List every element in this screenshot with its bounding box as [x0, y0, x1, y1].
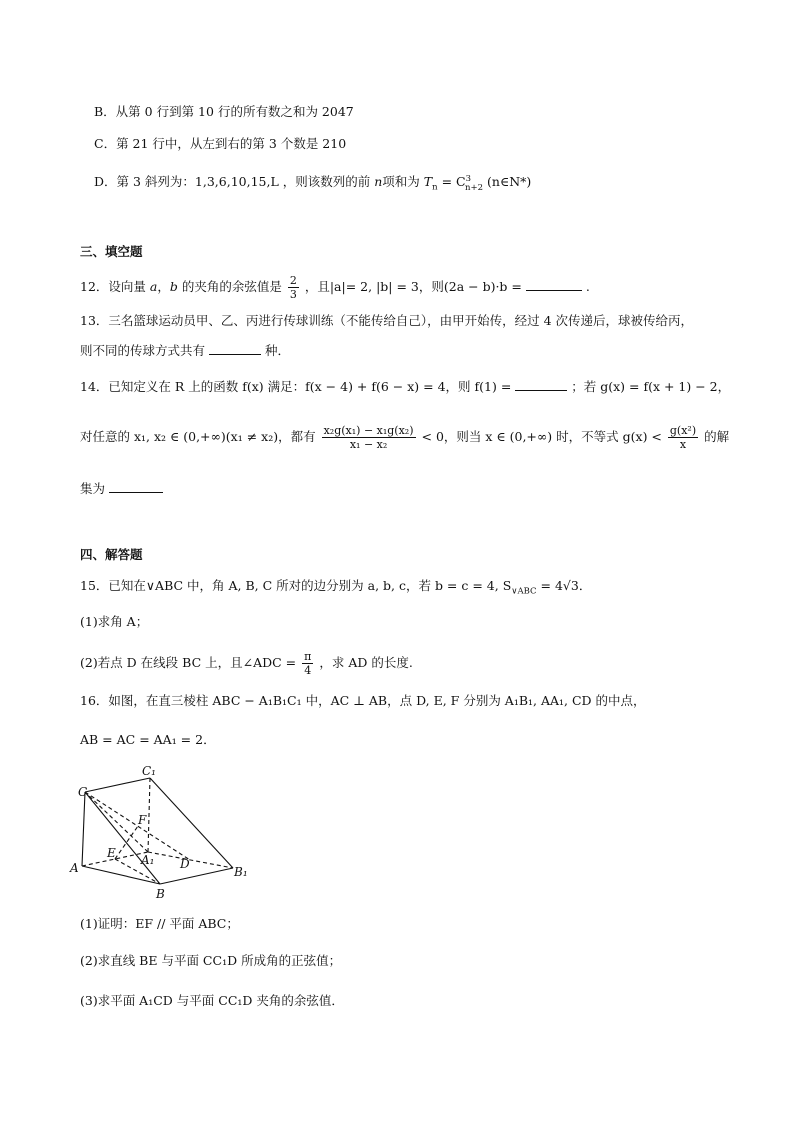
q14-part1: 14．已知定义在 R 上的函数 f(x) 满足：f(x − 4) + f(6 − x) = 4，则 f(1) =: [80, 379, 512, 394]
prism-figure: [68, 762, 258, 902]
q13-part2: 种．: [264, 343, 290, 358]
label-A: A: [70, 861, 79, 875]
question-12: 12．设向量 a，b 的夹角的余弦值是 $\frac{2}{3}$ ，且|a|= 2, |b| = 3，则(2a − b)·b = .: [80, 274, 590, 301]
choice-c: C．第 21 行中，从左到右的第 3 个数是 210: [94, 136, 347, 151]
label-C1: C₁: [142, 764, 156, 778]
section-title-solutions: 四、解答题: [80, 547, 143, 562]
edge-CC1: [85, 778, 150, 792]
question-16-part1: (1)证明：EF // 平面 ABC；: [80, 916, 239, 931]
answer-blank-14b[interactable]: [109, 480, 163, 493]
q14-part6: 集为: [80, 481, 106, 496]
q12-part4: .: [585, 279, 590, 294]
question-16-line1: 16．如图，在直三棱柱 ABC − A₁B₁C₁ 中，AC ⊥ AB，点 D, E, F 分别为 A₁B₁, AA₁, CD 的中点，: [80, 693, 646, 708]
q14-part3: 对任意的 x₁, x₂ ∈ (0,+∞)(x₁ ≠ x₂)，都有: [80, 429, 316, 444]
q12-part2: 的夹角的余弦值是: [181, 279, 282, 294]
edge-CA: [82, 792, 85, 866]
question-16-part3: (3)求平面 A₁CD 与平面 CC₁D 夹角的余弦值．: [80, 993, 344, 1008]
edge-C1A1: [148, 778, 150, 852]
question-14-line1: [80, 378, 730, 396]
q15-fraction: $\frac{\pi}{4}$: [304, 650, 312, 677]
q15-p2-tail: ，求 AD 的长度.: [319, 655, 413, 670]
label-B1: B₁: [234, 865, 248, 879]
edge-BB1: [160, 868, 233, 884]
answer-blank-13[interactable]: [209, 342, 261, 355]
q14-part4: < 0，则当 x ∈ (0,+∞) 时，不等式 g(x) <: [421, 429, 662, 444]
label-D: D: [180, 857, 190, 871]
q12-fraction: $\frac{2}{3}$: [289, 274, 297, 301]
q13-part1: 则不同的传球方式共有: [80, 343, 206, 358]
question-13-line1: 13．三名篮球运动员甲、乙、丙进行传球训练（不能传给自己），由甲开始传，经过 4 次传递后，球被传给丙，: [80, 313, 694, 328]
choice-b: B．从第 0 行到第 10 行的所有数之和为 2047: [94, 104, 354, 119]
choice-d-formula: = C: [441, 174, 466, 190]
answer-blank-14a[interactable]: [515, 378, 567, 391]
section-title-fill-in: 三、填空题: [80, 244, 143, 259]
edge-CB: [85, 792, 160, 884]
q15-subscript: ∨ABC: [511, 586, 537, 597]
q14-fraction-2: $\frac{\text{g(x²)}}{x}$: [669, 424, 697, 451]
question-16-part2: (2)求直线 BE 与平面 CC₁D 所成角的正弦值；: [80, 953, 342, 968]
label-F: F: [138, 813, 147, 827]
question-15-part1: (1)求角 A；: [80, 614, 149, 629]
choice-d-mid: 项和为: [382, 174, 420, 190]
choice-d-set: (n∈N*): [487, 174, 532, 190]
q15-p2-text: (2)若点 D 在线段 BC 上，且∠ADC =: [80, 655, 297, 670]
choice-d-prefix: D．第 3 斜列为：1,3,6,10,15,L ，则该数列的前: [94, 174, 371, 190]
label-C: C: [78, 785, 88, 799]
q12-part1: 12．设向量: [80, 279, 146, 294]
question-14-line2: [80, 424, 729, 451]
q14-part2: ；若 g(x) = f(x + 1) − 2，: [571, 379, 731, 394]
q14-fraction-1: $\frac{\text{x₂g(x₁) − x₁g(x₂)}}{\text{x₁ − x₂}}$: [323, 424, 414, 451]
question-14-line3: [80, 480, 163, 498]
question-16-line2: AB = AC = AA₁ = 2．: [80, 732, 216, 747]
q15-part2: = 4√3．: [540, 578, 592, 593]
q14-part5: 的解: [704, 429, 730, 444]
q15-part1: 15．已知在∨ABC 中，角 A, B, C 所对的边分别为 a, b, c，若 b = c = 4, S: [80, 578, 512, 593]
question-15-part2: [80, 650, 413, 677]
q12-part3: ，且|a|= 2, |b| = 3，则(2a − b)·b =: [304, 279, 522, 294]
answer-blank-12[interactable]: [526, 278, 582, 291]
edge-AB: [82, 866, 160, 884]
choice-d: D．第 3 斜列为：1,3,6,10,15,L ，则该数列的前 n项和为 $T_n = C^3_{n+2}$ (n∈N*): [94, 174, 532, 193]
label-A1: A₁: [141, 853, 155, 867]
label-E: E: [107, 846, 116, 860]
question-13-line2: [80, 342, 290, 360]
question-15: [80, 577, 591, 601]
label-B: B: [156, 887, 165, 901]
